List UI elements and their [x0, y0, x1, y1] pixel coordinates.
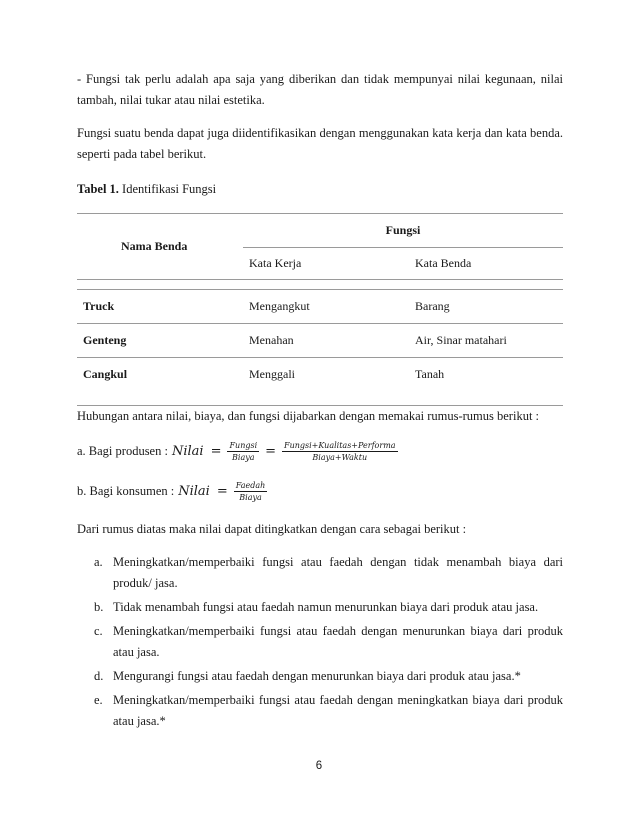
formula-produsen-label: a. Bagi produsen : — [77, 444, 168, 458]
cell-benda: Cangkul — [83, 367, 128, 381]
table-row — [77, 358, 563, 392]
list-item — [77, 552, 563, 594]
header-nama-benda: Nama Benda — [77, 214, 243, 280]
formula-konsumen-eq: = — [216, 484, 228, 499]
formula-produsen — [77, 441, 401, 462]
table-caption-text: Identifikasi Fungsi — [122, 182, 217, 196]
fraction-numerator: Faedah — [235, 481, 266, 490]
identification-paragraph: Fungsi suatu benda dapat juga diidentifikasikan dengan menggunakan kata kerja dan kata benda. seperti pada tabel berikut. — [77, 126, 563, 161]
list-text: Meningkatkan/memperbaiki fungsi atau faedah dengan menurunkan biaya dari produk atau jasa. — [113, 624, 563, 659]
list-item — [77, 690, 563, 732]
fraction-numerator: Fungsi+Kualitas+Performa — [284, 441, 396, 450]
cell-kata-kerja: Menggali — [249, 367, 295, 381]
list-marker: d. — [94, 669, 104, 683]
table-caption-label: Tabel 1. — [77, 182, 119, 196]
list-text: Meningkatkan/memperbaiki fungsi atau faedah dengan tidak menambah biaya dari produk/ jasa. — [113, 555, 563, 590]
cell-kata-benda: Air, Sinar matahari — [415, 333, 507, 347]
list-text: Meningkatkan/memperbaiki fungsi atau faedah dengan meningkatkan biaya dari produk atau jasa.* — [113, 693, 563, 728]
list-marker: e. — [94, 693, 103, 707]
cell-kata-benda: Tanah — [415, 367, 445, 381]
cell-benda: Truck — [83, 299, 115, 313]
method-list — [77, 552, 563, 735]
list-item — [77, 666, 563, 687]
formula-konsumen-lhs: Nilai — [178, 484, 210, 499]
list-text: Tidak menambah fungsi atau faedah namun menurunkan biaya dari produk atau jasa. — [113, 600, 539, 614]
fraction-numerator: Fungsi — [229, 441, 258, 450]
fraction-denominator: Biaya — [239, 493, 262, 502]
table-spacer — [77, 280, 563, 290]
function-table — [77, 213, 563, 406]
formula-produsen-lhs: Nilai — [171, 444, 204, 459]
list-item — [77, 597, 563, 618]
table-bottom-rule — [77, 391, 563, 405]
table-row — [77, 290, 563, 324]
cell-kata-benda: Barang — [415, 299, 450, 313]
table-caption — [77, 180, 216, 198]
formula-konsumen — [77, 481, 270, 502]
formula-konsumen-label: b. Bagi konsumen : — [77, 484, 175, 498]
relationship-paragraph: Hubungan antara nilai, biaya, dan fungsi dijabarkan dengan memakai rumus-rumus berikut : — [77, 409, 540, 423]
formula-produsen-eq1: = — [210, 444, 222, 459]
formula-produsen-eq2: = — [265, 444, 277, 459]
header-fungsi: Fungsi — [243, 214, 563, 248]
subheader-kata-benda: Kata Benda — [409, 248, 563, 280]
list-marker: a. — [94, 555, 103, 569]
list-marker: c. — [94, 624, 103, 638]
intro-paragraph: - Fungsi tak perlu adalah apa saja yang diberikan dan tidak mempunyai nilai kegunaan, nilai tambah, nilai tukar atau nilai estetika. — [77, 72, 563, 107]
page-number: 6 — [315, 760, 323, 772]
formula-konsumen-fraction — [234, 481, 268, 502]
list-text: Mengurangi fungsi atau faedah dengan menurunkan biaya dari produk atau jasa.* — [113, 669, 521, 683]
method-paragraph: Dari rumus diatas maka nilai dapat ditingkatkan dengan cara sebagai berikut : — [77, 522, 467, 536]
fraction-denominator: Biaya+Waktu — [312, 453, 368, 462]
formula-produsen-fraction-2 — [282, 441, 398, 462]
fraction-denominator: Biaya — [232, 453, 255, 462]
list-marker: b. — [94, 600, 104, 614]
subheader-kata-kerja: Kata Kerja — [243, 248, 409, 280]
cell-kata-kerja: Mengangkut — [249, 299, 310, 313]
list-item — [77, 621, 563, 663]
cell-benda: Genteng — [83, 333, 127, 347]
table-row — [77, 324, 563, 358]
formula-produsen-fraction-1 — [227, 441, 259, 462]
cell-kata-kerja: Menahan — [249, 333, 294, 347]
